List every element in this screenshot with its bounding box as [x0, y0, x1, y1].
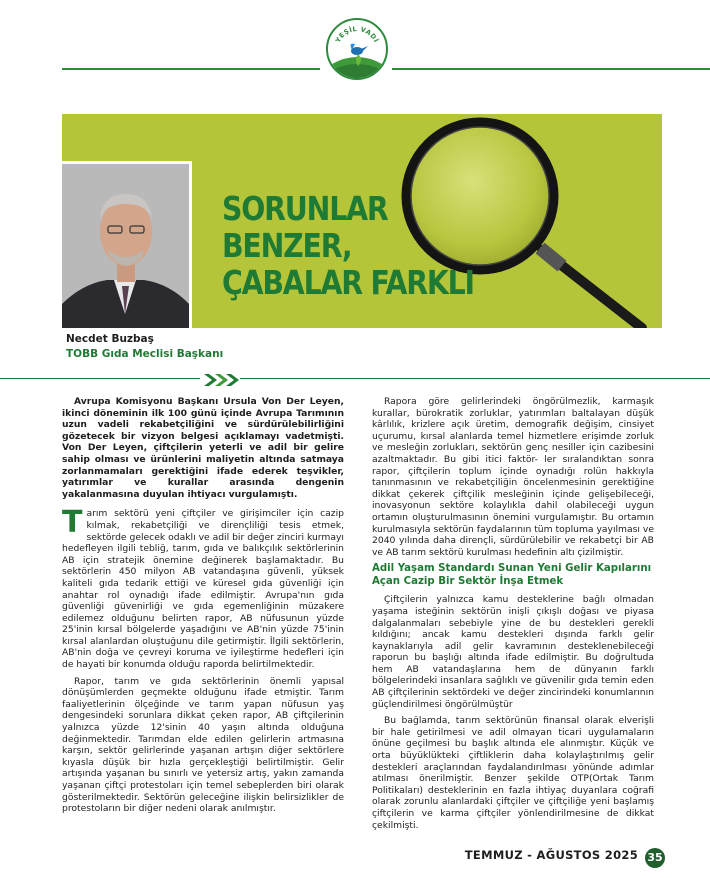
chevron-ornament-icon: [200, 372, 240, 388]
author-photo: [62, 161, 192, 328]
body-paragraph: Rapor, tarım ve gıda sektörlerinin önemli yapısal dönüşümlerden geçmekte olduğunu ifade etmiştir. Tarım faaliyetlerinin ölçeğinde ve tarım yapan nüfusun yaş dengesindeki sorunlara dikkat çeken rapor, AB çiftçilerinin yalnızca yüzde 12'sinin 40 yaşın altında olduğuna değinmektedir. Tarımdan elde edilen gelirlerin artmasına karşın, sektör gelirlerinde yaşanan artışın diğer sektörlere kıyasla düşük bir hızla gerçekleştiği belirtilmiştir. Gelir artışında yaşanan bu sınırlı ve yetersiz artış, yakın zamanda yaşanan çiftçi protestoları için temel sebeplerden biri olarak gösterilmektedir. Sektörün geleceğine ilişkin belirsizlikler de protestoların bir diğer nedeni olarak anılmıştır.: [62, 675, 344, 815]
headline-line-1: SORUNLAR BENZER,: [222, 189, 388, 265]
top-rule-left: [62, 68, 320, 70]
lead-paragraph: Avrupa Komisyonu Başkanı Ursula Von Der Leyen, ikinci döneminin ilk 100 günü içinde Avrupa Tarımının uzun vadeli rekabetçiliğini ve sürdürülebilirliğini gözetecek bir vizyon belgesi açıklamayı vadetmişti. Von Der Leyen, çiftçilerin yeterli ve adil bir gelire sahip olması ve ürünlerini maliyetin altında satmaya zorlanmamaları gerektiğini ifade ederek teşvikler, yatırımlar ve kurallar arasında dengenin yakalanmasına duyulan ihtiyacı vurgulamıştı.: [62, 396, 344, 500]
article-headline: [222, 190, 497, 301]
yesil-vadi-logo: [326, 18, 388, 80]
section-subheading: Adil Yaşam Standardı Sunan Yeni Gelir Kapılarını Açan Cazip Bir Sektör İnşa Etmek: [372, 563, 652, 587]
headline-line-2: ÇABALAR FARKLI: [222, 263, 474, 302]
issue-date: TEMMUZ - AĞUSTOS 2025: [464, 848, 638, 862]
left-column: [62, 396, 344, 820]
body-text: arım sektörü yeni çiftçiler ve girişimciler için cazip kılmak, rekabetçiliği ve dirençliliği tesis etmek, sektörde gelecek odaklı ve adil bir değer zinciri kurmayı hedefleyen ilgili tebliğ, tarım, gıda ve balıkçılık sektörlerinin AB için stratejik önemine değinerek başlamaktadır. Bu sektörlerin 450 milyon AB vatandaşına güvenli, yüksek kaliteli gıda tedarik ettiği ve küresel gıda güvenliği için anahtar rol oynadığı ifade edilmiştir. Avrupa'nın gıda güvenliği güvenirliği ve gıda egemenliğinin müzakere edilemez olduğunu belirten rapor, AB nüfusunun yüzde 25'inin kırsal bölgelerde yaşadığını ve AB'nin yüzde 75'inin kırsal alanlardan oluştuğunu dile getirmiştir. İlgili sektörlerin, AB'nin doğa ve çevreyi koruma ve iyileştirme hedefleri için de hayati bir konumda olduğu raporda belirtilmektedir.: [62, 508, 344, 671]
body-paragraph: Rapora göre gelirlerindeki öngörülmezlik, karmaşık kurallar, bürokratik zorluklar, yatırımları baltalayan düşük kârlılık, krizlere açık üretim, demografik değişim, cinsiyet uçurumu, kırsal alanlarda temel hizmetlere erişimde zorluk ve mesleğin zorlukları, sektörün genç nesiller için cazibesini azaltmaktadır. Bu gibi itici faktör- ler sıralandıktan sonra rapor, çiftçilerin toplum içinde oynadığı rolün hakkıyla tanınmasının ve rekabetçiliğin öncelenmesinin gerektiğine dikkat çekerek çiftçilik mesleğinin içinde gelişebileceği, inovasyonun sektöre kolaylıkla dahil olabileceği uygun ortamın oluşturulmasının önemini vurgulamıştır. Bu ortamın kurulmasıyla sektörün faydalarının tüm topluma yayılması ve 2040 yılında daha dirençli, sürdürülebilir ve rekabetçi bir AB ve AB tarım sektörü kurulması hedefinin altı çizilmiştir.: [372, 396, 654, 558]
bird-leaf-logo-icon: [328, 20, 386, 78]
page-number: 35: [645, 848, 665, 868]
author-name: Necdet Buzbaş: [66, 333, 154, 345]
top-rule-right: [392, 68, 710, 70]
drop-cap: T: [62, 505, 83, 541]
section-divider: [0, 378, 710, 379]
author-title: TOBB Gıda Meclisi Başkanı: [66, 348, 224, 360]
body-paragraph: Çiftçilerin yalnızca kamu desteklerine bağlı olmadan yaşama isteğinin sektörün inişli çıkışlı doğası ve piyasa dalgalanmaları sebebiyle yine de bu destekleri gerekli kıldığını; ancak kamu destekleri dışında farklı gelir kaynaklarıyla adil gelir kavramının desteklenebileceği raporun bu başlığı altında ifade edilmiştir. Bu doğrultuda hem AB vatandaşlarına hem de dünyanın farklı bölgelerindeki insanlara sağlıklı ve güvenilir gıda temin eden AB çiftçilerinin sektördeki ve değer zincirindeki konumlarının güçlendirilmesi öngörülmüştür: [372, 594, 654, 710]
body-paragraph: [62, 505, 344, 671]
svg-text:YEŞİL VADİ: YEŞİL VADİ: [333, 24, 381, 44]
body-paragraph: Bu bağlamda, tarım sektörünün finansal olarak elverişli bir hale getirilmesi ve adil olmayan ticari uygulamaların önüne geçilmesi bu başlık altında ele alınmıştır. Küçük ve orta büyüklükteki çiftliklerin daha kolaylaştırılmış gelir destekleri araçlarından faydalandırılması yönünde adımlar atılması önerilmiştir. Benzer şekilde OTP(Ortak Tarım Politikaları) desteklerinin en fazla ihtiyaç duyanlara coğrafi olarak zorunlu alanlardaki çiftçiler ve çiftçiliğe yeni başlamış çiftçilerin ve karma çiftçiler yönlendirilmesine de dikkat çekilmişti.: [372, 715, 654, 831]
right-column: [372, 396, 654, 836]
man-portrait-icon: [62, 164, 189, 328]
